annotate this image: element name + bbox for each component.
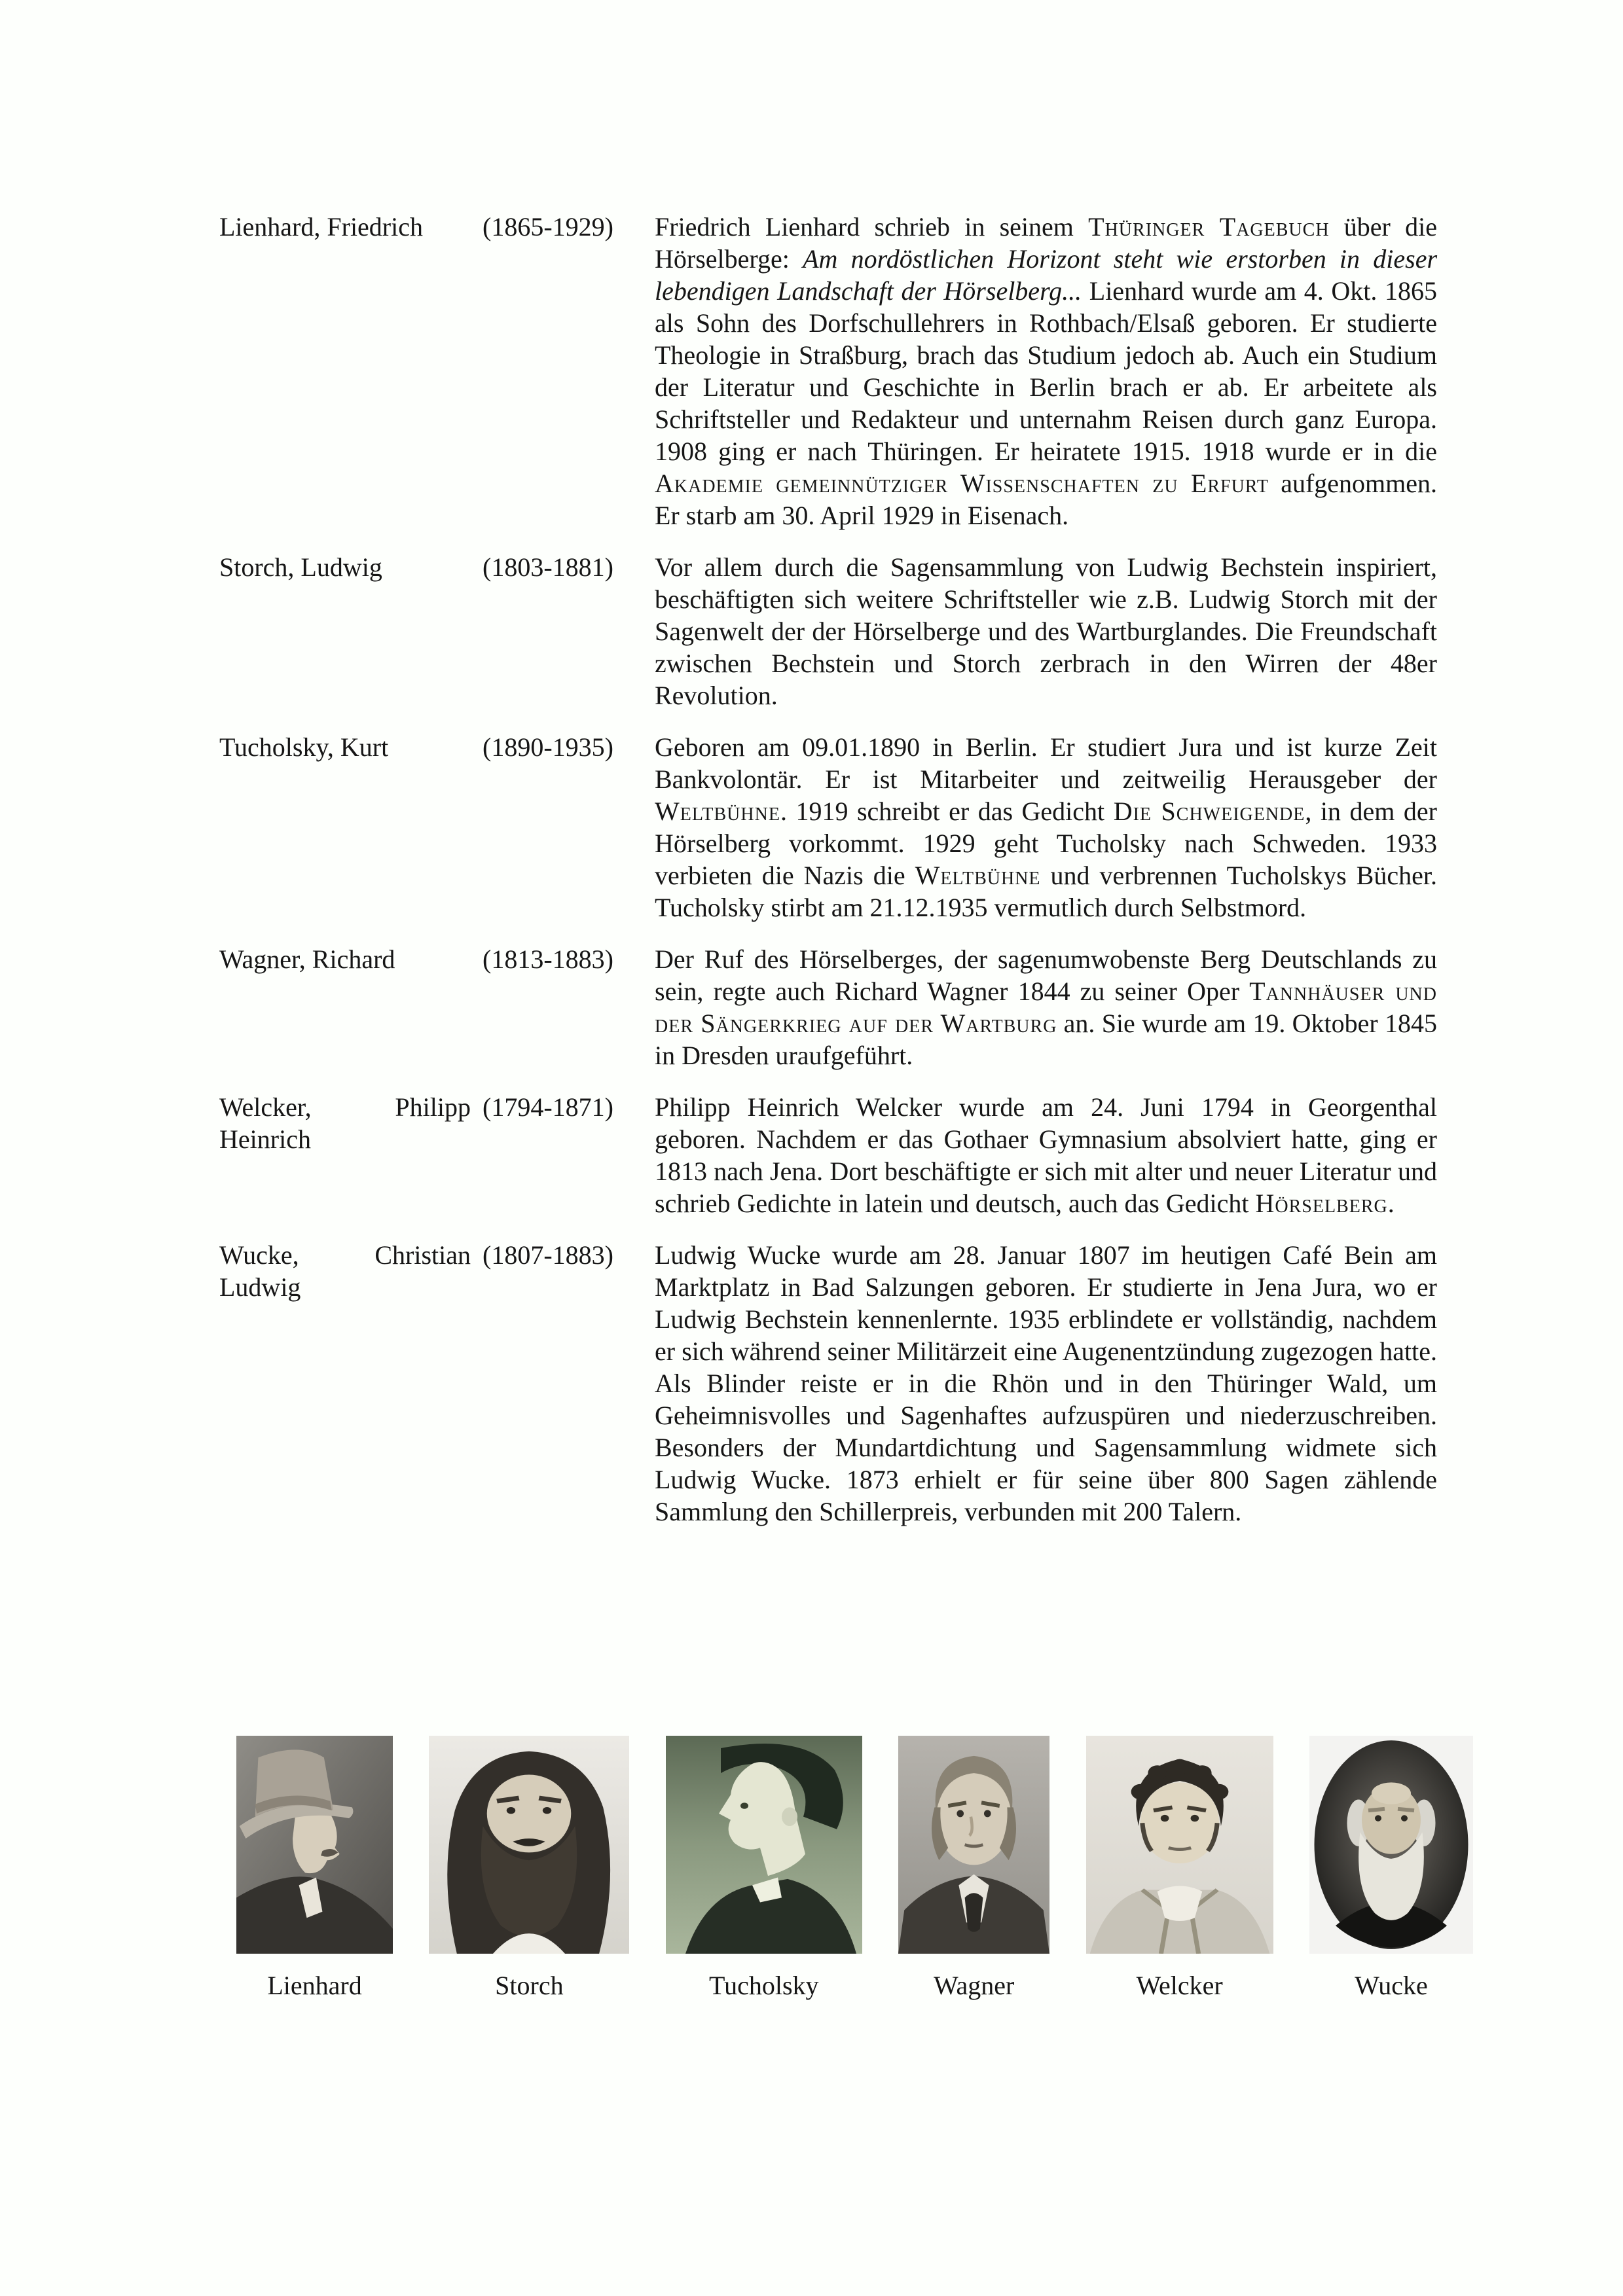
portrait-figure-tucholsky	[666, 1736, 862, 2000]
portrait-caption: Wucke	[1355, 1971, 1428, 2000]
biography-entry-wagner	[219, 943, 1437, 1071]
biography-entry-tucholsky	[219, 731, 1437, 924]
person-name: Tucholsky, Kurt	[219, 732, 389, 762]
person-name: Wucke, Christian Ludwig	[219, 1240, 471, 1302]
life-dates: (1813-1883)	[483, 944, 613, 974]
life-dates: (1890-1935)	[483, 732, 613, 762]
biography-entry-welcker	[219, 1091, 1437, 1219]
person-name: Welcker, Philipp Heinrich	[219, 1092, 471, 1154]
life-dates: (1803-1881)	[483, 552, 613, 582]
portrait-photo-welcker	[1086, 1736, 1273, 1954]
portrait-figure-wucke	[1309, 1736, 1473, 2000]
portrait-photo-tucholsky	[666, 1736, 862, 1954]
portrait-caption: Storch	[495, 1971, 564, 2000]
person-name: Lienhard, Friedrich	[219, 212, 423, 242]
portrait-photo-wucke	[1309, 1736, 1473, 1954]
person-name: Wagner, Richard	[219, 944, 395, 974]
portrait-caption: Welcker	[1136, 1971, 1223, 2000]
biography-text: Ludwig Wucke wurde am 28. Januar 1807 im heutigen Café Bein am Marktplatz in Bad Salzungen geboren. Er studierte in Jena Jura, wo er Ludwig Bechstein kennenlernte. 1935 erblindete er vollständig, nachdem er sich während seiner Militärzeit eine Augenentzündung zugezogen hatte. Als Blinder reiste er in die Rhön und in den Thüringer Wald, um Geheimnisvolles und Sagenhaftes aufzuspüren und niederzuschreiben. Besonders der Mundartdichtung und Sagensammlung widmete sich Ludwig Wucke. 1873 erhielt er für seine über 800 Sagen zählende Sammlung den Schillerpreis, verbunden mit 200 Talern.	[655, 1240, 1437, 1526]
biography-text: Philipp Heinrich Welcker wurde am 24. Juni 1794 in Georgenthal geboren. Nachdem er das Gothaer Gymnasium absolviert hatte, ging er 1813 nach Jena. Dort beschäftigte er sich mit alter und neuer Literatur und schrieb Gedichte in latein und deutsch, auch das Gedicht Hörselberg.	[655, 1092, 1437, 1218]
biography-list	[219, 211, 1437, 1547]
biography-text: Friedrich Lienhard schrieb in seinem Thüringer Tagebuch über die Hörselberge: Am nordöstlichen Horizont steht wie erstorben in dieser lebendigen Landschaft der Hörselberg... Lienhard wurde am 4. Okt. 1865 als Sohn des Dorfschullehrers in Rothbach/Elsaß geboren. Er studierte Theologie in Straßburg, brach das Studium jedoch ab. Auch ein Studium der Literatur und Geschichte in Berlin brach er ab. Er arbeitete als Schriftsteller und Redakteur und unternahm Reisen durch ganz Europa. 1908 ging er nach Thüringen. Er heiratete 1915. 1918 wurde er in die Akademie gemeinnütziger Wissenschaften zu Erfurt aufgenommen. Er starb am 30. April 1929 in Eisenach.	[655, 212, 1438, 530]
portrait-photo-storch	[429, 1736, 629, 1954]
biography-text: Vor allem durch die Sagensammlung von Ludwig Bechstein inspiriert, beschäftigten sich weitere Schriftsteller wie z.B. Ludwig Storch mit der Sagenwelt der der Hörselberge und des Wartburglandes. Die Freundschaft zwischen Bechstein und Storch zerbrach in den Wirren der 48er Revolution.	[655, 552, 1437, 710]
life-dates: (1865-1929)	[483, 212, 613, 242]
portrait-figure-lienhard	[236, 1736, 393, 2000]
portrait-photo-lienhard	[236, 1736, 393, 1954]
portrait-caption: Wagner	[933, 1971, 1015, 2000]
biography-text: Geboren am 09.01.1890 in Berlin. Er studiert Jura und ist kurze Zeit Bankvolontär. Er ist Mitarbeiter und zeitweilig Herausgeber der Weltbühne. 1919 schreibt er das Gedicht Die Schweigende, in dem der Hörselberg vorkommt. 1929 geht Tucholsky nach Schweden. 1933 verbieten die Nazis die Weltbühne und verbrennen Tucholskys Bücher. Tucholsky stirbt am 21.12.1935 vermutlich durch Selbstmord.	[655, 732, 1437, 922]
biography-entry-wucke	[219, 1239, 1437, 1528]
biography-entry-lienhard	[219, 211, 1437, 531]
portrait-gallery	[236, 1736, 1473, 2000]
portrait-caption: Tucholsky	[709, 1971, 819, 2000]
biography-entry-storch	[219, 551, 1437, 711]
portrait-photo-wagner	[898, 1736, 1049, 1954]
life-dates: (1807-1883)	[483, 1240, 613, 1270]
portrait-figure-welcker	[1086, 1736, 1273, 2000]
portrait-figure-wagner	[898, 1736, 1049, 2000]
portrait-caption: Lienhard	[267, 1971, 362, 2000]
life-dates: (1794-1871)	[483, 1092, 613, 1122]
biography-text: Der Ruf des Hörselberges, der sagenumwobenste Berg Deutschlands zu sein, regte auch Richard Wagner 1844 zu seiner Oper Tannhäuser und der Sängerkrieg auf der Wartburg an. Sie wurde am 19. Oktober 1845 in Dresden uraufgeführt.	[655, 944, 1437, 1070]
portrait-figure-storch	[429, 1736, 629, 2000]
person-name: Storch, Ludwig	[219, 552, 382, 582]
